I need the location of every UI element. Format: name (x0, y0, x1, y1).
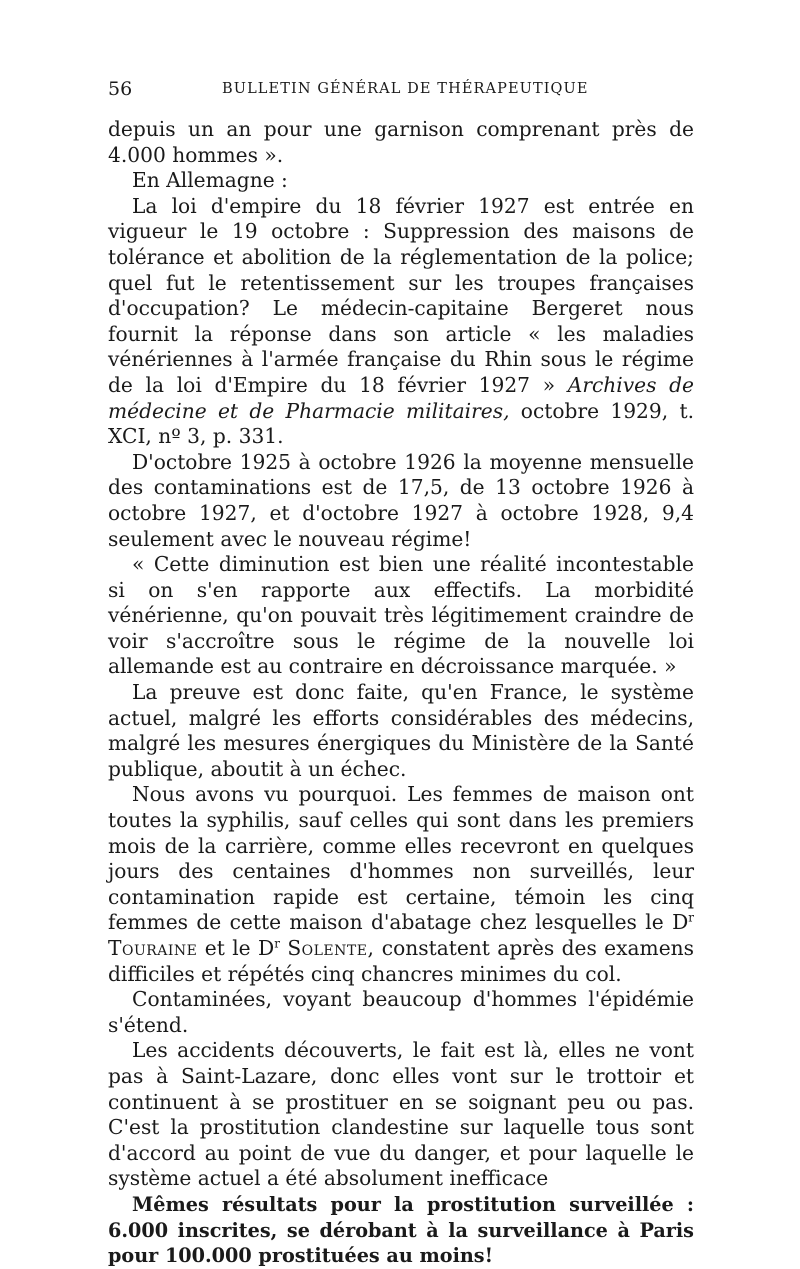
paragraph-surveilled: Mêmes résultats pour la prostitution surveillée : 6.000 inscrites, se dérobant à la surveillance à Paris pour 100.000 prostituées au moins! (108, 1192, 694, 1268)
archives-citation: Archives de médecine et de Pharmacie militaires, (108, 372, 694, 423)
paragraph-quotation: « Cette diminution est bien une réalité incontestable si on s'en rapporte aux effectifs. La morbidité vénérienne, qu'on pouvait très légitimement craindre de voir s'accroître sous le régime de la nouvelle loi allemande est au contraire en décroissance marquée. » (108, 552, 694, 679)
reasons-text-3: constatent après des examens difficiles et répétés cinq chancres minimes du col. (108, 936, 695, 986)
citation-details: octobre 1929, t. XCI, nº 3, p. 331. (108, 398, 694, 449)
journal-title: BULLETIN GÉNÉRAL DE THÉRAPEUTIQUE (222, 81, 589, 97)
paragraph-german-law (108, 194, 694, 450)
page-number: 56 (108, 78, 133, 100)
author-touraine: Touraine (108, 936, 198, 960)
paragraph-reasons (108, 782, 694, 987)
author-solente: Solente, (287, 936, 375, 960)
paragraph-clandestine: Les accidents découverts, le fait est là, elles ne vont pas à Saint-Lazare, donc elles vont sur le trottoir et continuent à se prostituer en se soignant peu ou pas. C'est la prostitution clandestine sur laquelle tous sont d'accord au point de vue du danger, et pour laquelle le système actuel a été absolument inefficace (108, 1038, 694, 1191)
doctor-abbrev-sup-2: r (274, 936, 280, 951)
running-head (108, 78, 694, 104)
german-law-text: La loi d'empire du 18 février 1927 est entrée en vigueur le 19 octobre : Suppression des maisons de tolérance et abolition de la réglementation de la police; quel fut le retentissement sur les troupes françaises d'occupation? Le médecin-capitaine Bergeret nous fournit la réponse dans son article « les maladies vénériennes à l'armée française du Rhin sous le régime de la loi d'Empire du 18 février 1927 » (108, 193, 694, 397)
paragraph-epidemic: Contaminées, voyant beaucoup d'hommes l'épidémie s'étend. (108, 987, 694, 1037)
reasons-text: Nous avons vu pourquoi. Les femmes de maison ont toutes la syphilis, sauf celles qui sont dans les premiers mois de la carrière, comme elles recevront en quelques jours des centaines d'hommes non surveillés, leur contamination rapide est certaine, témoin les cinq femmes de cette maison d'abatage chez lesquelles le D (108, 782, 694, 935)
paragraph-section-heading: En Allemagne : (132, 168, 288, 193)
doctor-abbrev-sup-1: r (688, 910, 694, 925)
paragraph-continuation: depuis un an pour une garnison comprenant près de 4.000 hommes ». (108, 117, 694, 167)
reasons-text-2: et le D (197, 936, 275, 960)
body-text (108, 117, 694, 1269)
paragraph-statistics: D'octobre 1925 à octobre 1926 la moyenne mensuelle des contaminations est de 17,5, de 13 octobre 1926 à octobre 1927, et d'octobre 1927 à octobre 1928, 9,4 seulement avec le nouveau régime! (108, 449, 694, 551)
paragraph-proof: La preuve est donc faite, qu'en France, le système actuel, malgré les efforts considérables des médecins, malgré les mesures énergiques du Ministère de la Santé publique, aboutit à un échec. (108, 680, 694, 781)
